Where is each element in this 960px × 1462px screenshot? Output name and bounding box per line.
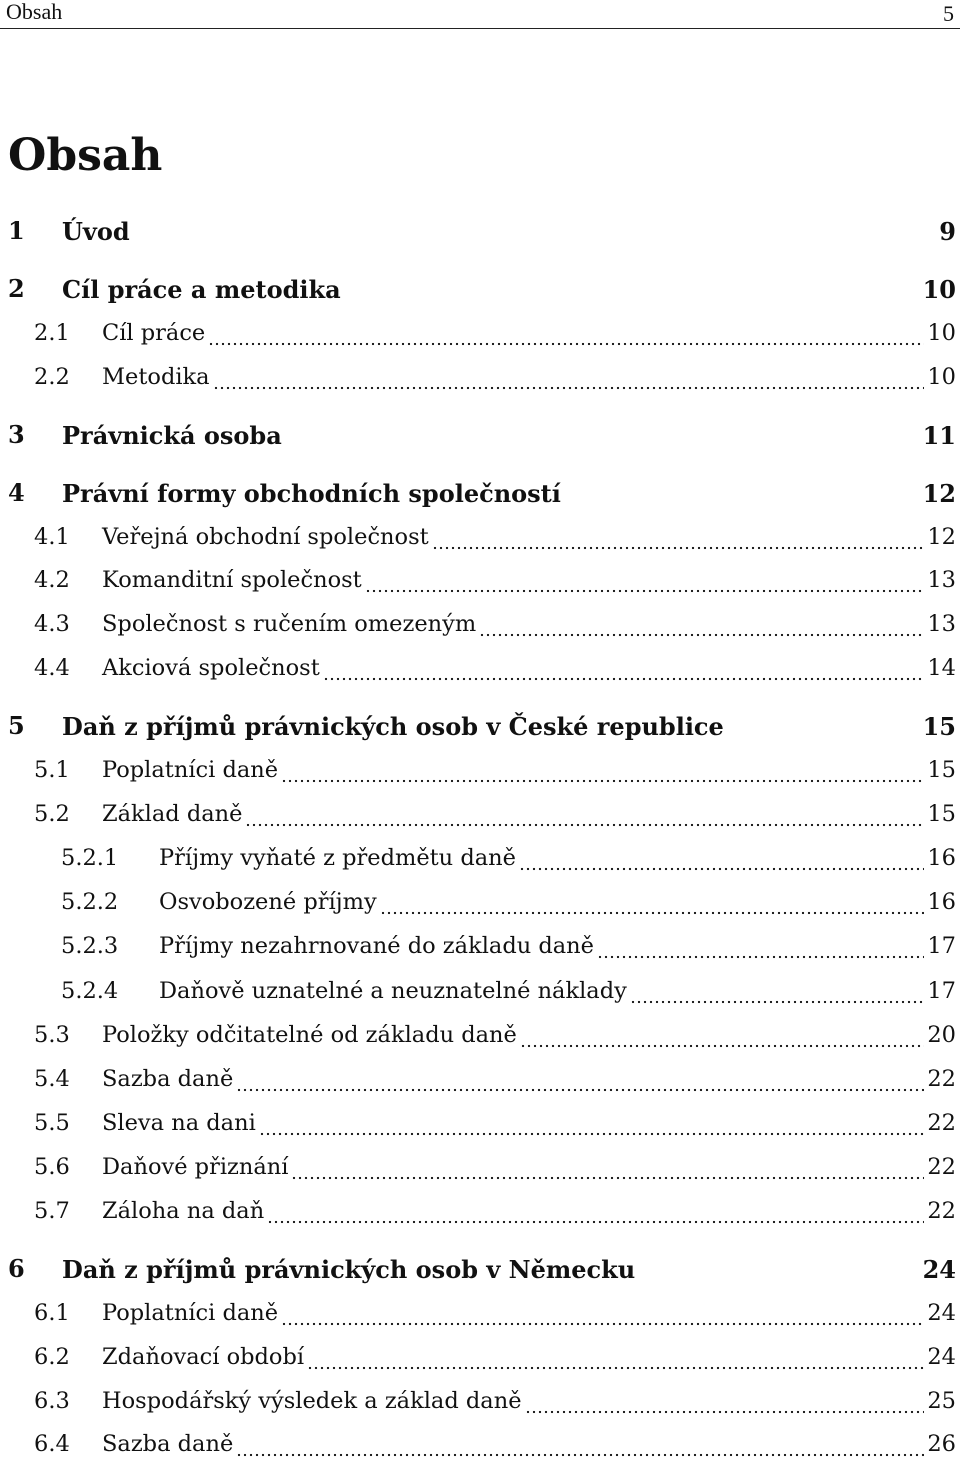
toc-entry-body	[102, 1017, 956, 1053]
toc-entry-page-number: 26	[927, 1431, 956, 1457]
toc-entry-label: Sazba daně	[102, 1066, 234, 1092]
toc-entry-body	[159, 884, 956, 920]
toc-entry-page-number: 10	[927, 320, 956, 346]
toc-entry-body	[62, 475, 956, 511]
toc-entry-page-number: 15	[927, 757, 956, 783]
toc-section-entry[interactable]	[0, 1061, 960, 1097]
toc-entry-number: 3	[8, 420, 25, 449]
toc-entry-page-number: 17	[927, 978, 956, 1004]
toc-entry-label: Úvod	[62, 216, 130, 246]
header-page-number: 5	[943, 1, 954, 26]
toc-entry-body	[102, 650, 956, 686]
toc-entry-number: 6	[8, 1254, 25, 1283]
toc-entry-page-number: 22	[927, 1066, 956, 1092]
header-section-title: Obsah	[6, 0, 63, 24]
toc-entry-number: 5.7	[34, 1198, 70, 1224]
toc-section-entry[interactable]	[0, 650, 960, 686]
toc-entry-label: Poplatníci daně	[102, 1300, 279, 1326]
toc-entry-page-number: 15	[922, 711, 956, 741]
toc-entry-page-number: 22	[927, 1198, 956, 1224]
toc-entry-body	[102, 315, 956, 351]
toc-entry-number: 6.2	[34, 1344, 70, 1370]
toc-section-entry[interactable]	[0, 1295, 960, 1331]
toc-entry-number: 2	[8, 274, 25, 303]
toc-entry-label: Cíl práce	[102, 320, 206, 346]
toc-dot-leader	[432, 519, 925, 555]
toc-entry-number: 5.2.1	[61, 845, 119, 871]
toc-entry-label: Akciová společnost	[102, 655, 320, 681]
toc-entry-label: Komanditní společnost	[102, 567, 362, 593]
toc-entry-label: Daň z příjmů právnických osob v Německu	[62, 1254, 636, 1284]
toc-entry-number: 1	[8, 216, 25, 245]
toc-section-entry[interactable]	[0, 973, 960, 1009]
toc-entry-label: Právnická osoba	[62, 420, 282, 450]
toc-entry-label: Hospodářský výsledek a základ daně	[102, 1388, 522, 1414]
running-header	[0, 0, 960, 29]
toc-entry-page-number: 12	[927, 524, 956, 550]
toc-section-entry[interactable]	[0, 840, 960, 876]
toc-entry-label: Společnost s ručením omezeným	[102, 611, 477, 637]
toc-entry-number: 6.3	[34, 1388, 70, 1414]
toc-entry-number: 6.4	[34, 1431, 70, 1457]
toc-dot-leader	[525, 1383, 925, 1419]
toc-dot-leader	[520, 1017, 924, 1053]
toc-entry-page-number: 15	[927, 801, 956, 827]
toc-dot-leader	[213, 359, 925, 395]
toc-section-entry[interactable]	[0, 752, 960, 788]
toc-section-entry[interactable]	[0, 519, 960, 555]
toc-dot-leader	[291, 1149, 924, 1185]
toc-chapter-entry[interactable]	[0, 708, 960, 744]
toc-entry-page-number: 25	[927, 1388, 956, 1414]
toc-entry-label: Osvobozené příjmy	[159, 889, 377, 915]
toc-section-entry[interactable]	[0, 1383, 960, 1419]
toc-dot-leader	[245, 796, 924, 832]
toc-entry-label: Daňově uznatelné a neuznatelné náklady	[159, 978, 627, 1004]
toc-entry-number: 4.4	[34, 655, 70, 681]
toc-section-entry[interactable]	[0, 606, 960, 642]
toc-entry-body	[102, 519, 956, 555]
toc-entry-number: 5.2	[34, 801, 70, 827]
toc-entry-label: Záloha na daň	[102, 1198, 265, 1224]
toc-entry-label: Poplatníci daně	[102, 757, 279, 783]
toc-section-entry[interactable]	[0, 1193, 960, 1229]
toc-chapter-entry[interactable]	[0, 1251, 960, 1287]
toc-entry-body	[159, 840, 956, 876]
toc-dot-leader	[630, 973, 925, 1009]
toc-entry-number: 4.2	[34, 567, 70, 593]
toc-entry-page-number: 22	[927, 1110, 956, 1136]
toc-entry-body	[62, 213, 956, 249]
toc-entry-page-number: 13	[927, 567, 956, 593]
toc-entry-number: 4.3	[34, 611, 70, 637]
toc-dot-leader	[519, 840, 924, 876]
toc-section-entry[interactable]	[0, 562, 960, 598]
toc-dot-leader	[597, 928, 924, 964]
toc-entry-page-number: 13	[927, 611, 956, 637]
toc-entry-body	[159, 973, 956, 1009]
toc-dot-leader	[307, 1339, 924, 1375]
toc-entry-page-number: 9	[939, 216, 956, 246]
toc-entry-body	[102, 1061, 956, 1097]
toc-entry-number: 5.6	[34, 1154, 70, 1180]
toc-dot-leader	[259, 1105, 925, 1141]
toc-entry-number: 5.3	[34, 1022, 70, 1048]
toc-entry-label: Právní formy obchodních společností	[62, 478, 561, 508]
toc-entry-label: Daňové přiznání	[102, 1154, 289, 1180]
toc-dot-leader	[236, 1061, 924, 1097]
toc-entry-page-number: 14	[927, 655, 956, 681]
toc-chapter-entry[interactable]	[0, 271, 960, 307]
toc-entry-page-number: 16	[927, 889, 956, 915]
toc-entry-body	[102, 562, 956, 598]
toc-entry-number: 4	[8, 478, 25, 507]
toc-entry-page-number: 10	[927, 364, 956, 390]
toc-entry-label: Základ daně	[102, 801, 243, 827]
toc-dot-leader	[323, 650, 925, 686]
toc-section-entry[interactable]	[0, 1149, 960, 1185]
toc-section-entry[interactable]	[0, 1426, 960, 1462]
page-title: Obsah	[8, 130, 163, 181]
toc-entry-label: Sazba daně	[102, 1431, 234, 1457]
toc-entry-label: Zdaňovací období	[102, 1344, 305, 1370]
toc-entry-number: 5.2.3	[61, 933, 119, 959]
toc-entry-body	[102, 1383, 956, 1419]
toc-entry-body	[62, 708, 956, 744]
toc-entry-label: Metodika	[102, 364, 210, 390]
toc-entry-body	[102, 1193, 956, 1229]
toc-entry-body	[102, 1339, 956, 1375]
toc-dot-leader	[281, 752, 924, 788]
toc-entry-number: 5.2.4	[61, 978, 119, 1004]
toc-entry-page-number: 22	[927, 1154, 956, 1180]
toc-entry-body	[102, 1426, 956, 1462]
toc-entry-number: 2.1	[34, 320, 70, 346]
toc-dot-leader	[208, 315, 924, 351]
toc-entry-body	[159, 928, 956, 964]
toc-entry-body	[62, 1251, 956, 1287]
toc-entry-body	[102, 1105, 956, 1141]
toc-dot-leader	[236, 1426, 924, 1462]
toc-section-entry[interactable]	[0, 1339, 960, 1375]
toc-entry-number: 5	[8, 711, 25, 740]
toc-entry-page-number: 24	[927, 1300, 956, 1326]
toc-entry-label: Položky odčitatelné od základu daně	[102, 1022, 517, 1048]
toc-entry-body	[102, 1149, 956, 1185]
toc-entry-number: 5.4	[34, 1066, 70, 1092]
toc-chapter-entry[interactable]	[0, 475, 960, 511]
toc-dot-leader	[479, 606, 924, 642]
toc-entry-body	[102, 1295, 956, 1331]
toc-entry-number: 6.1	[34, 1300, 70, 1326]
toc-dot-leader	[281, 1295, 924, 1331]
toc-entry-page-number: 17	[927, 933, 956, 959]
toc-entry-body	[102, 606, 956, 642]
toc-entry-number: 5.1	[34, 757, 70, 783]
toc-entry-label: Veřejná obchodní společnost	[102, 524, 429, 550]
toc-entry-page-number: 24	[927, 1344, 956, 1370]
toc-dot-leader	[267, 1193, 924, 1229]
toc-section-entry[interactable]	[0, 928, 960, 964]
toc-entry-page-number: 10	[922, 274, 956, 304]
toc-entry-page-number: 12	[922, 478, 956, 508]
toc-dot-leader	[365, 562, 925, 598]
toc-entry-number: 5.2.2	[61, 889, 119, 915]
toc-entry-label: Daň z příjmů právnických osob v České republice	[62, 711, 724, 741]
toc-entry-label: Cíl práce a metodika	[62, 274, 341, 304]
toc-entry-body	[62, 271, 956, 307]
toc-chapter-entry[interactable]	[0, 417, 960, 453]
toc-entry-page-number: 20	[927, 1022, 956, 1048]
toc-section-entry[interactable]	[0, 359, 960, 395]
toc-section-entry[interactable]	[0, 796, 960, 832]
toc-entry-body	[102, 796, 956, 832]
toc-entry-page-number: 24	[922, 1254, 956, 1284]
toc-entry-number: 5.5	[34, 1110, 70, 1136]
toc-entry-page-number: 11	[922, 420, 956, 450]
toc-section-entry[interactable]	[0, 315, 960, 351]
toc-entry-page-number: 16	[927, 845, 956, 871]
toc-entry-label: Sleva na dani	[102, 1110, 256, 1136]
toc-entry-number: 2.2	[34, 364, 70, 390]
toc-entry-body	[62, 417, 956, 453]
toc-chapter-entry[interactable]	[0, 213, 960, 249]
toc-entry-number: 4.1	[34, 524, 70, 550]
toc-dot-leader	[380, 884, 925, 920]
toc-entry-label: Příjmy nezahrnované do základu daně	[159, 933, 594, 959]
toc-entry-label: Příjmy vyňaté z předmětu daně	[159, 845, 516, 871]
toc-section-entry[interactable]	[0, 1105, 960, 1141]
toc-section-entry[interactable]	[0, 884, 960, 920]
toc-entry-body	[102, 752, 956, 788]
toc-entry-body	[102, 359, 956, 395]
toc-section-entry[interactable]	[0, 1017, 960, 1053]
